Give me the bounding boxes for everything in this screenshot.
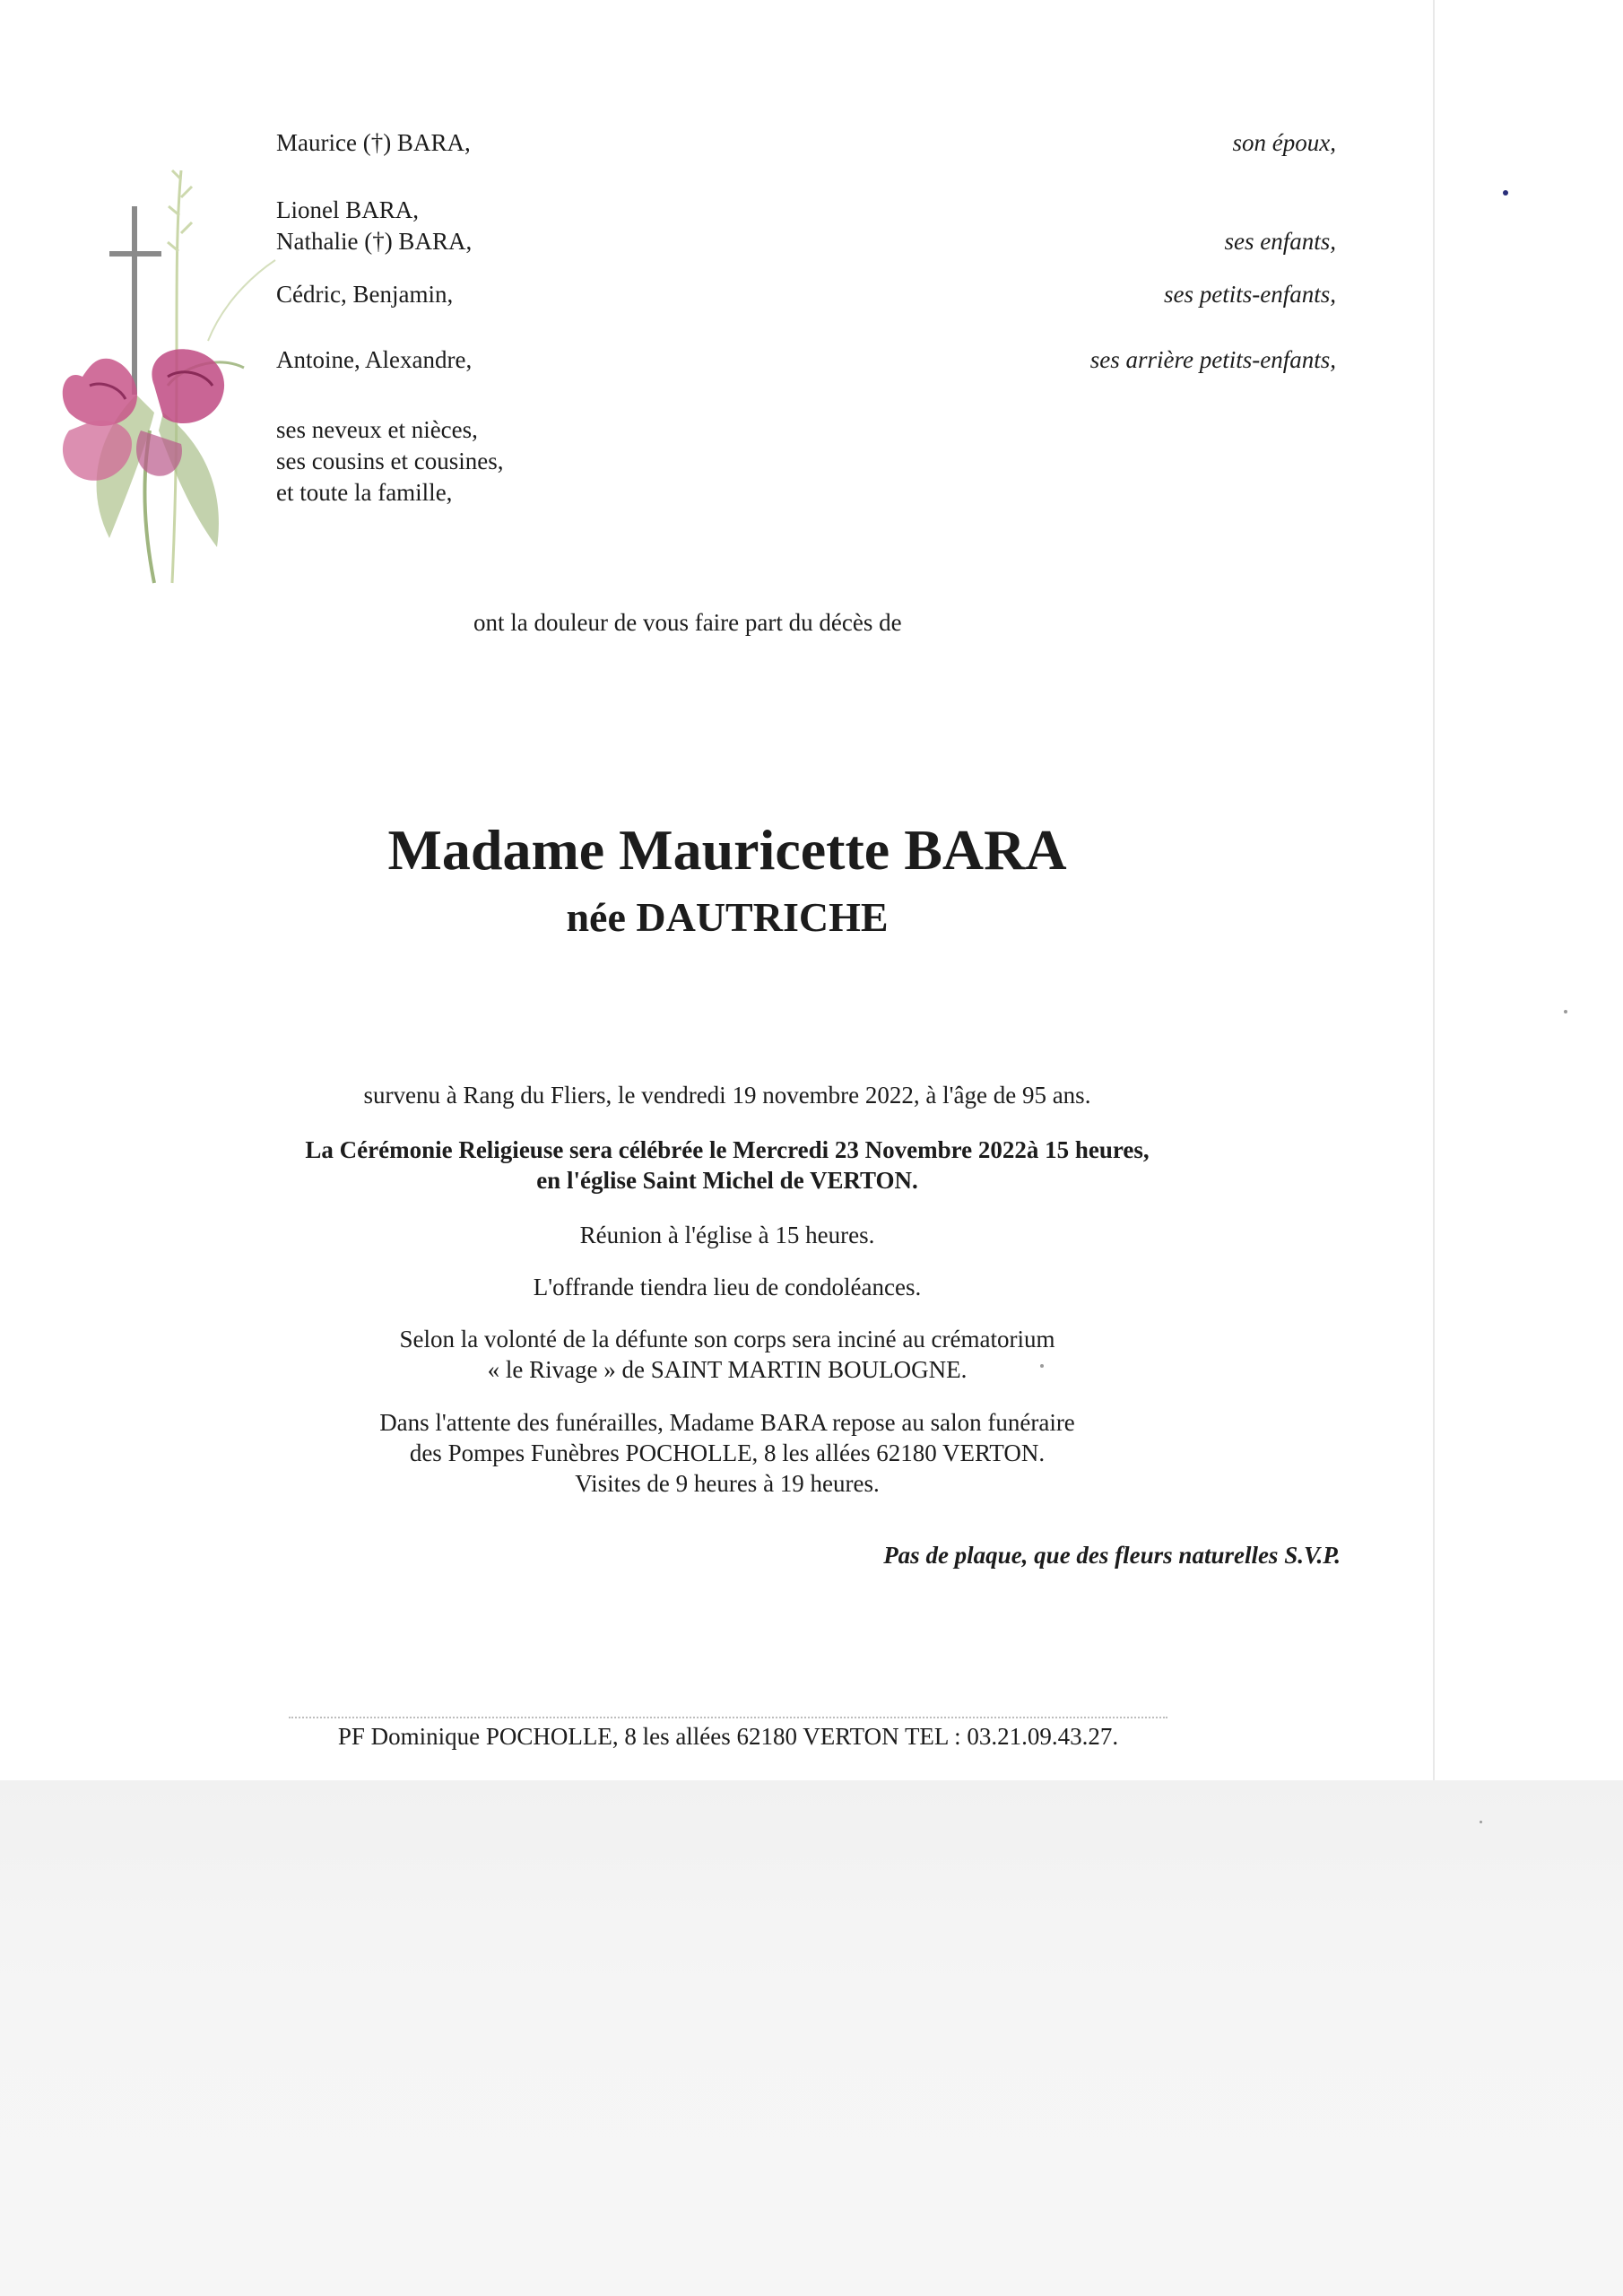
funeral-home-footer: PF Dominique POCHOLLE, 8 les allées 62180 VERTON TEL : 03.21.09.43.27. (337, 1723, 1119, 1750)
viewing-line: des Pompes Funèbres POCHOLLE, 8 les allées 62180 VERTON. (409, 1439, 1046, 1466)
family-relation: ses arrière petits-enfants, (1089, 346, 1336, 373)
scan-speck (1040, 1364, 1044, 1368)
family-relation: ses enfants, (1224, 228, 1336, 255)
cremation-line: « le Rivage » de SAINT MARTIN BOULOGNE. (487, 1356, 968, 1383)
family-relation: son époux, (1232, 129, 1336, 156)
family-member-name: Maurice (†) BARA, (276, 129, 471, 156)
announcement-text: ont la douleur de vous faire part du décès de (473, 609, 902, 636)
scan-speck (1564, 1010, 1567, 1013)
scan-background (0, 1780, 1623, 2296)
viewing-line: Dans l'attente des funérailles, Madame BARA repose au salon funéraire (379, 1409, 1075, 1436)
paper-edge (1433, 0, 1435, 1780)
death-info: survenu à Rang du Fliers, le vendredi 19 novembre 2022, à l'âge de 95 ans. (363, 1082, 1091, 1109)
family-member-name: Cédric, Benjamin, (276, 281, 454, 308)
viewing-line: Visites de 9 heures à 19 heures. (575, 1470, 880, 1497)
offering-info: L'offrande tiendra lieu de condoléances. (533, 1274, 922, 1300)
extended-family-line: et toute la famille, (276, 479, 453, 506)
scan-speck (1503, 190, 1508, 196)
flowers-note: Pas de plaque, que des fleurs naturelles S.V.P. (883, 1542, 1341, 1569)
ceremony-line: en l'église Saint Michel de VERTON. (536, 1167, 918, 1194)
ceremony-line: La Cérémonie Religieuse sera célébrée le Mercredi 23 Novembre 2022à 15 heures, (305, 1136, 1150, 1163)
family-member-name: Lionel BARA, (276, 196, 419, 223)
family-relation: ses petits-enfants, (1164, 281, 1336, 308)
footer-divider (289, 1717, 1167, 1718)
family-member-name: Antoine, Alexandre, (276, 346, 473, 373)
extended-family-line: ses cousins et cousines, (276, 448, 504, 474)
family-member-name: Nathalie (†) BARA, (276, 228, 473, 255)
extended-family-line: ses neveux et nièces, (276, 416, 478, 443)
cremation-line: Selon la volonté de la défunte son corps sera inciné au crématorium (399, 1326, 1055, 1352)
meeting-info: Réunion à l'église à 15 heures. (579, 1222, 875, 1248)
deceased-maiden-name: née DAUTRICHE (566, 894, 889, 940)
deceased-name: Madame Mauricette BARA (387, 818, 1067, 882)
cross-and-calla-lily-icon (47, 161, 280, 628)
scan-speck (1480, 1821, 1482, 1823)
